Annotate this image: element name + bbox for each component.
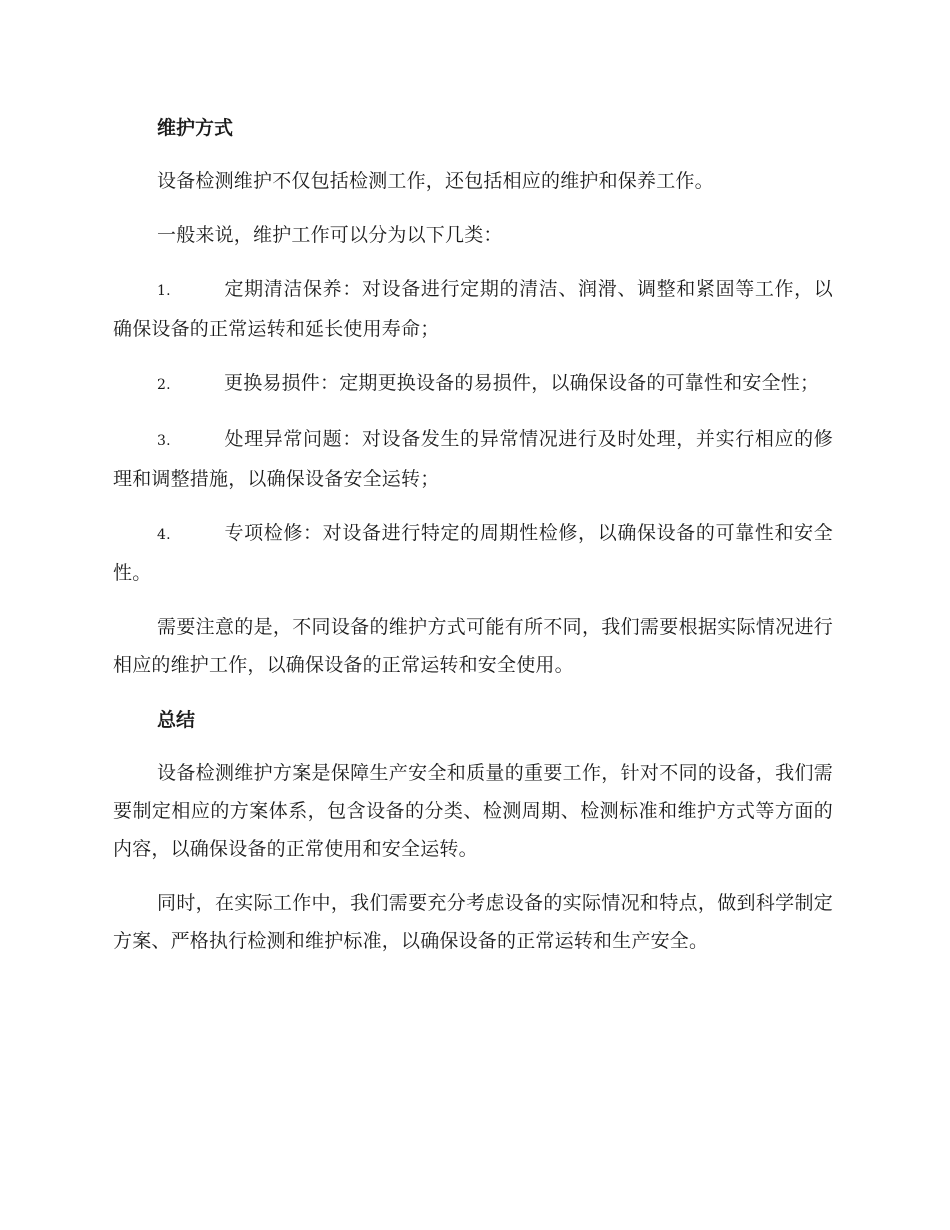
list-text: 专项检修：对设备进行特定的周期性检修，以确保设备的可靠性和安全性。 [113,522,833,584]
list-text: 定期清洁保养：对设备进行定期的清洁、润滑、调整和紧固等工作，以确保设备的正常运转和延长使用寿命； [113,278,833,340]
paragraph-intro-2: 一般来说，维护工作可以分为以下几类： [157,224,503,246]
list-text: 处理异常问题：对设备发生的异常情况进行及时处理，并实行相应的修理和调整措施，以确保设备安全运转； [113,428,833,490]
heading-summary: 总结 [157,709,196,731]
paragraph-summary-2: 同时，在实际工作中，我们需要充分考虑设备的实际情况和特点，做到科学制定方案、严格执行检测和维护标准，以确保设备的正常运转和生产安全。 [113,892,833,952]
list-number: 4. [157,527,171,543]
list-item [113,420,833,498]
list-item [113,514,833,592]
list-number: 2. [157,377,171,393]
paragraph-note: 需要注意的是，不同设备的维护方式可能有所不同，我们需要根据实际情况进行相应的维护工作，以确保设备的正常运转和安全使用。 [113,616,833,676]
paragraph-intro-1: 设备检测维护不仅包括检测工作，还包括相应的维护和保养工作。 [157,170,714,192]
list-text: 更换易损件：定期更换设备的易损件，以确保设备的可靠性和安全性； [224,372,820,394]
list-number: 3. [157,433,171,449]
list-item [113,270,833,348]
list-number: 1. [157,283,171,299]
list-item [113,364,833,404]
document-page [113,108,833,976]
heading-maintenance: 维护方式 [157,117,234,139]
paragraph-summary-1: 设备检测维护方案是保障生产安全和质量的重要工作，针对不同的设备，我们需要制定相应的方案体系，包含设备的分类、检测周期、检测标准和维护方式等方面的内容，以确保设备的正常使用和安全运转。 [113,762,833,860]
